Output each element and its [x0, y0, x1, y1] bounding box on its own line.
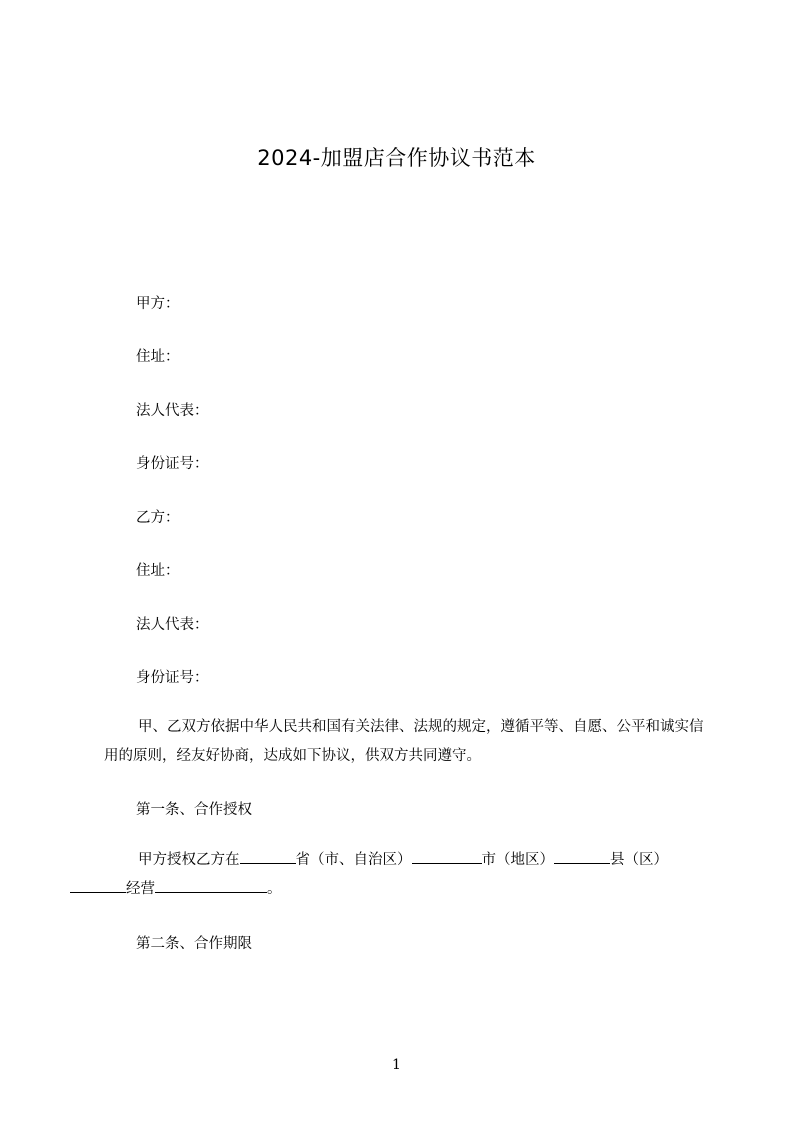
business-blank [155, 878, 267, 893]
article-1-text: 市（地区） [481, 852, 554, 868]
article-1-paragraph [104, 846, 704, 904]
party-b-legal-rep-label: 法人代表： [136, 617, 209, 633]
party-b-id-label: 身份证号： [136, 670, 209, 686]
province-blank [240, 849, 296, 864]
party-a-legal-rep-label: 法人代表： [136, 403, 209, 419]
preamble-paragraph: 甲、乙双方依据中华人民共和国有关法律、法规的规定，遵循平等、自愿、公平和诚实信用的原则，经友好协商，达成如下协议，供双方共同遵守。 [104, 719, 704, 764]
county-blank [554, 849, 610, 864]
city-blank [412, 849, 482, 864]
article-1-text: 。 [267, 881, 282, 897]
party-b-name-label: 乙方： [136, 510, 180, 526]
article-1-text: 省（市、自治区） [295, 852, 412, 868]
article-1-heading: 第一条、合作授权 [136, 802, 252, 818]
district-blank [70, 878, 126, 893]
party-b-address-label: 住址： [136, 563, 180, 579]
party-a-address-label: 住址： [136, 349, 180, 365]
article-1-text: 县（区） [610, 852, 668, 868]
document-title: 2024-加盟店合作协议书范本 [257, 146, 536, 170]
party-a-name-label: 甲方： [136, 296, 180, 312]
article-1-text: 经营 [126, 881, 155, 897]
article-2-heading: 第二条、合作期限 [136, 936, 252, 952]
party-a-id-label: 身份证号： [136, 456, 209, 472]
page-number: 1 [392, 1057, 401, 1073]
article-1-text: 甲方授权乙方在 [138, 852, 240, 868]
